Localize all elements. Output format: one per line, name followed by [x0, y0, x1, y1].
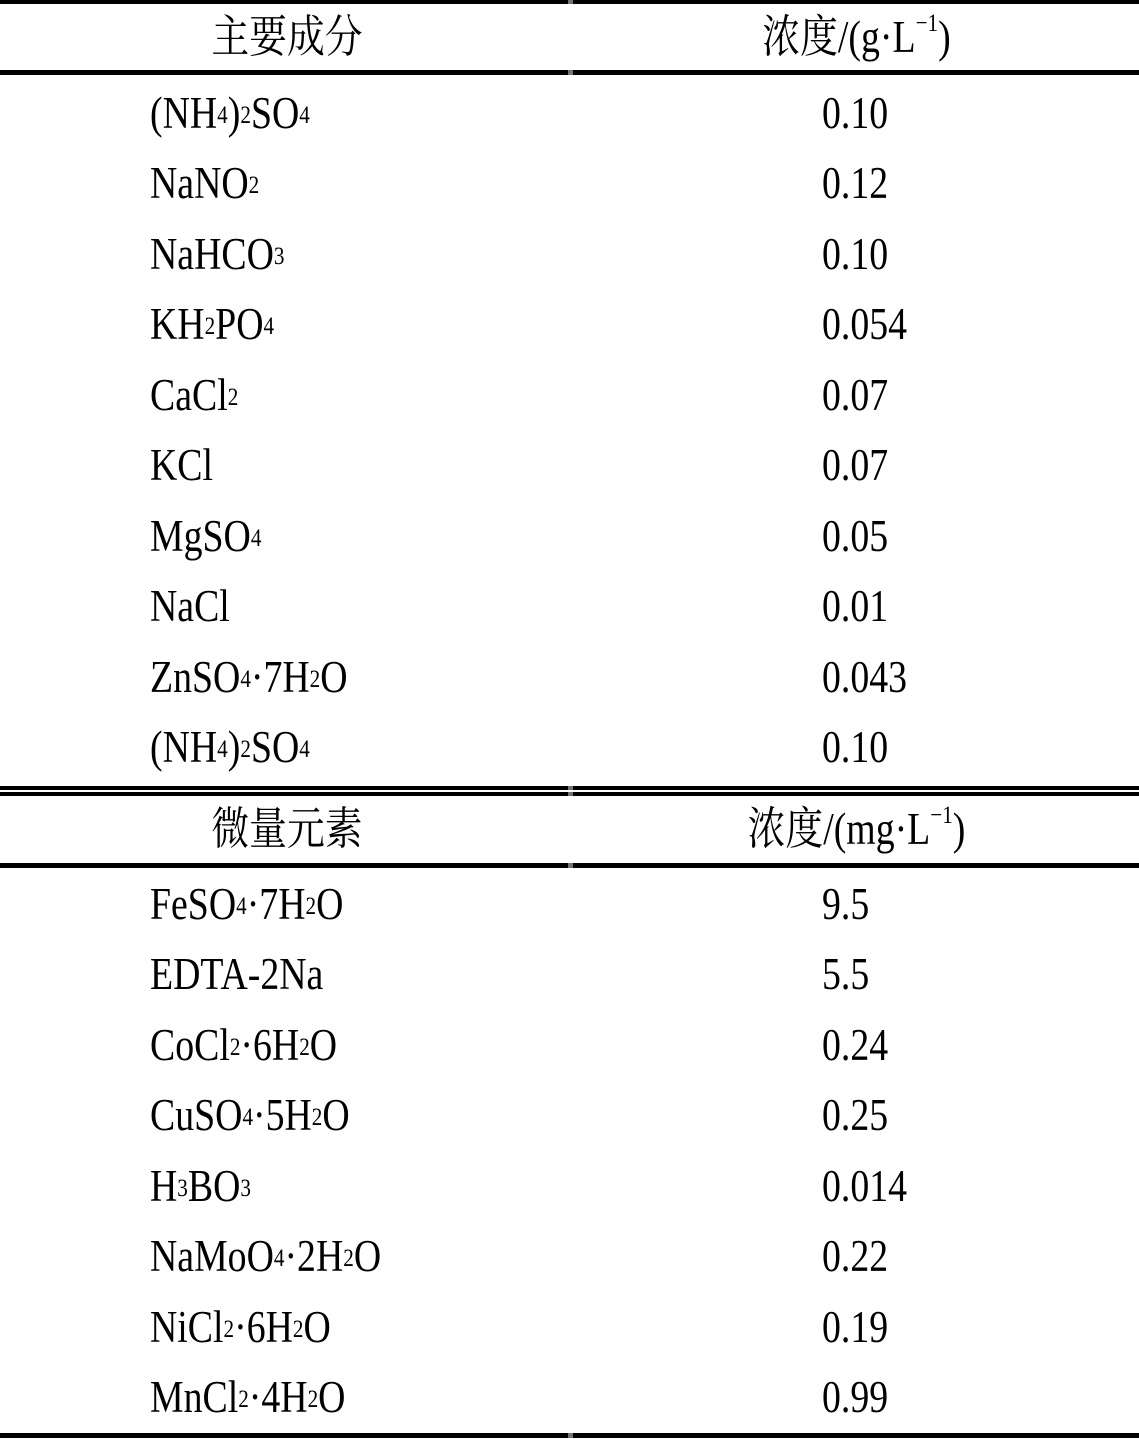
concentration-value-cell: 0.19: [822, 1301, 889, 1352]
section2-header-row: [0, 796, 1139, 863]
component-cell: NaHCO $_3$: [150, 228, 285, 279]
section-divider-double-rule: [0, 786, 1139, 796]
table-row: [0, 501, 1139, 572]
component-cell: MnCl $_2$ ·4H $_2$ O: [150, 1372, 346, 1423]
concentration-value-cell: 0.043: [822, 651, 908, 702]
section1-component-column-header: 主要成分: [211, 11, 363, 62]
component-cell: ZnSO $_4$ ·7H $_2$ O: [150, 651, 348, 702]
section1-concentration-column-header: 浓度/(g·L $^{-1}$ ): [762, 9, 951, 62]
concentration-value-cell: 0.12: [822, 158, 889, 209]
table-row: [0, 149, 1139, 220]
component-cell: KH $_2$ PO $_4$: [150, 299, 275, 350]
component-cell: NaCl: [150, 581, 230, 632]
concentration-value-cell: 0.07: [822, 440, 889, 491]
concentration-value-cell: 0.24: [822, 1019, 889, 1070]
component-cell: CuSO $_4$ ·5H $_2$ O: [150, 1090, 350, 1141]
table-row: [0, 940, 1139, 1011]
section1-header-row: [0, 4, 1139, 70]
component-cell: KCl: [150, 440, 214, 491]
table-row: [0, 869, 1139, 940]
section1-rows: [0, 78, 1139, 783]
table-bottom-rule: [0, 1433, 1139, 1438]
table-row: [0, 572, 1139, 643]
table-row: [0, 1151, 1139, 1222]
concentration-value-cell: 0.07: [822, 369, 889, 420]
table-row: [0, 713, 1139, 784]
table-row: [0, 1363, 1139, 1434]
component-cell: NaNO $_2$: [150, 158, 260, 209]
component-cell: NiCl $_2$ ·6H $_2$ O: [150, 1301, 331, 1352]
section2-rows: [0, 869, 1139, 1433]
component-cell: (NH $_4$ ) $_2$ SO $_4$: [150, 722, 310, 773]
section2-header-rule: [0, 863, 1139, 868]
component-cell: CaCl $_2$: [150, 369, 239, 420]
component-cell: FeSO $_4$ ·7H $_2$ O: [150, 878, 344, 929]
table-row: [0, 1222, 1139, 1293]
section2-component-column-header: 微量元素: [211, 804, 363, 854]
concentration-value-cell: 0.054: [822, 299, 908, 350]
concentration-value-cell: 0.10: [822, 228, 889, 279]
table-row: [0, 1010, 1139, 1081]
concentration-value-cell: 0.01: [822, 581, 889, 632]
section2-concentration-column-header: 浓度/(mg·L $^{-1}$ ): [747, 802, 966, 854]
component-cell: H $_3$ BO $_3$: [150, 1160, 251, 1211]
table-row: [0, 219, 1139, 290]
concentration-value-cell: 0.05: [822, 510, 889, 561]
concentration-value-cell: 0.22: [822, 1231, 889, 1282]
table-row: [0, 642, 1139, 713]
table-row: [0, 78, 1139, 149]
component-cell: CoCl $_2$ ·6H $_2$ O: [150, 1019, 338, 1070]
table-row: [0, 360, 1139, 431]
table-row: [0, 1081, 1139, 1152]
component-cell: MgSO $_4$: [150, 510, 262, 561]
concentration-value-cell: 5.5: [822, 949, 870, 1000]
table-row: [0, 290, 1139, 361]
component-cell: EDTA-2Na: [150, 949, 324, 1000]
concentration-value-cell: 0.10: [822, 722, 889, 773]
section1-header-rule: [0, 70, 1139, 75]
table-row: [0, 431, 1139, 502]
concentration-value-cell: 0.10: [822, 87, 889, 138]
component-cell: NaMoO $_4$ ·2H $_2$ O: [150, 1231, 382, 1282]
component-cell: (NH $_4$ ) $_2$ SO $_4$: [150, 87, 310, 138]
concentration-value-cell: 9.5: [822, 878, 870, 929]
concentration-value-cell: 0.99: [822, 1372, 889, 1423]
concentration-value-cell: 0.25: [822, 1090, 889, 1141]
concentration-value-cell: 0.014: [822, 1160, 908, 1211]
table-row: [0, 1292, 1139, 1363]
